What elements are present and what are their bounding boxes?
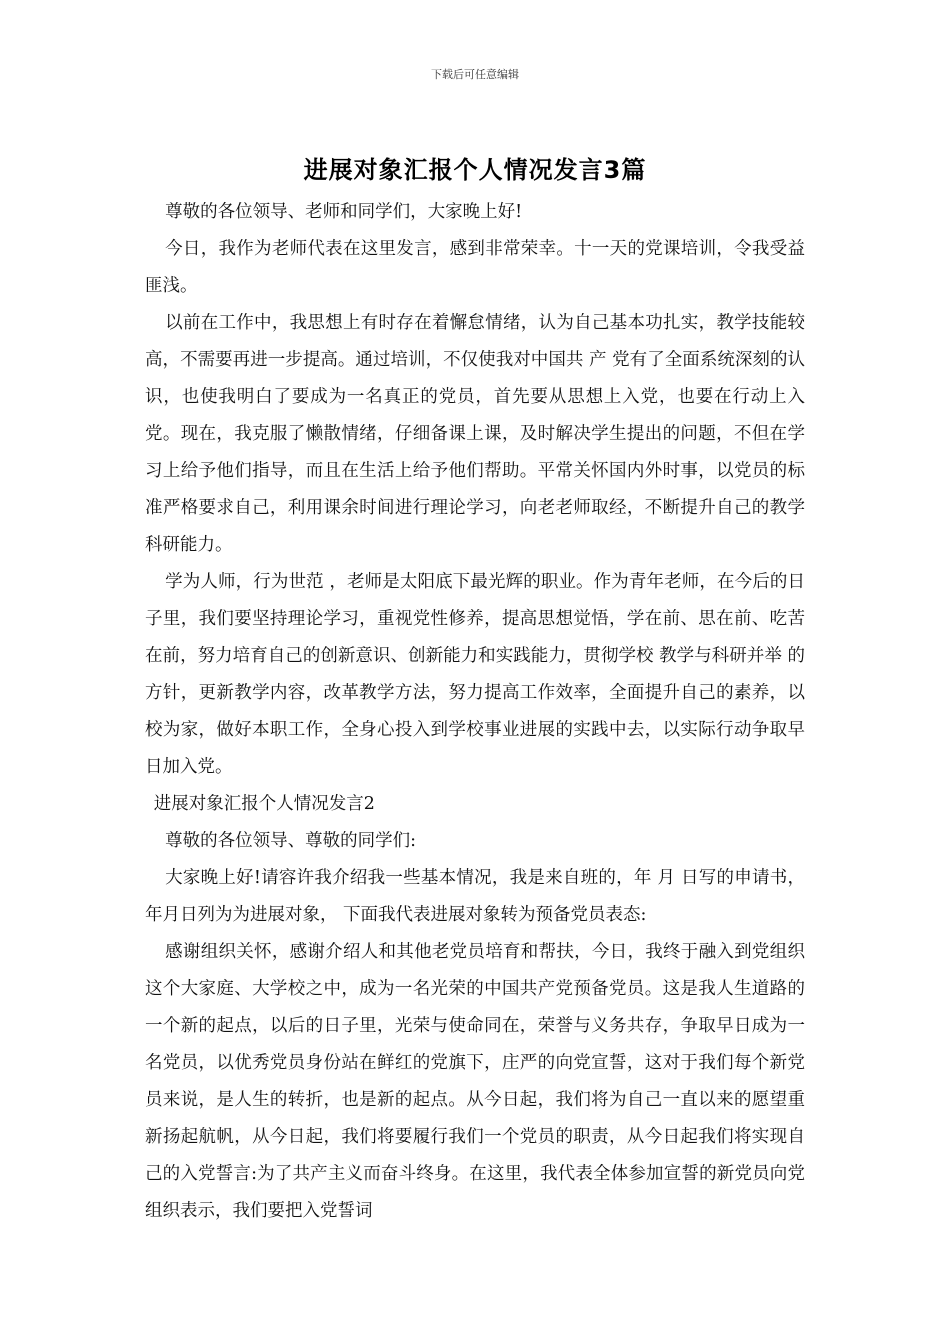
paragraph-greeting-2: 尊敬的各位领导、尊敬的同学们: — [165, 831, 417, 851]
paragraph-reflection: 以前在工作中，我思想上有时存在着懈怠情绪，认为自己基本功扎实，教学技能较高，不需要再进一步提高。通过培训，不仅使我对中国共 产 党有了全面系统深刻的认识，也使我明白了要成为一名真正的党员，首先要从思想上入党，也要在行动上入党。现在，我克服了懒散情绪，仔细备课上课，及时解决学生提出的问题，不但在学习上给予他们指导，而且在生活上给予他们帮助。平常关怀国内外时事，以党员的标准严格要求自己，利用课余时间进行理论学习，向老老师取经，不断提升自己的教学科研能力。 — [145, 313, 805, 555]
document-body — [145, 194, 805, 1230]
paragraph-gratitude: 感谢组织关怀，感谢介绍人和其他老党员培育和帮扶，今日，我终于融入到党组织这个大家庭、大学校之中，成为一名光荣的中国共产党预备党员。这是我人生道路的一个新的起点，以后的日子里，光荣与使命同在，荣誉与义务共存，争取早日成为一名党员，以优秀党员身份站在鲜红的党旗下，庄严的向党宣誓，这对于我们每个新党员来说，是人生的转折，也是新的起点。从今日起，我们将为自己一直以来的愿望重新扬起航帆，从今日起，我们将要履行我们一个党员的职责，从今日起我们将实现自己的入党誓言:为了共产主义而奋斗终身。在这里，我代表全体参加宣誓的新党员向党组织表示，我们要把入党誓词 — [145, 942, 805, 1221]
section-heading-2: 进展对象汇报个人情况发言2 — [153, 794, 375, 814]
paragraph-self-intro: 大家晚上好!请容许我介绍我一些基本情况，我是来自班的，年 月 日写的申请书， 年月日列为为进展对象， 下面我代表进展对象转为预备党员表态: — [145, 868, 805, 925]
paragraph-intro: 今日，我作为老师代表在这里发言，感到非常荣幸。十一天的党课培训，令我受益匪浅。 — [145, 239, 805, 296]
paragraph-commitment: 学为人师，行为世范 ，老师是太阳底下最光辉的职业。作为青年老师，在今后的日子里，我们要坚持理论学习，重视党性修养，提高思想觉悟，学在前、思在前、吃苦在前，努力培育自己的创新意识、创新能力和实践能力，贯彻学校 教学与科研并举 的方针，更新教学内容，改革教学方法，努力提高工作效率，全面提升自己的素养，以校为家，做好本职工作，全身心投入到学校事业进展的实践中去，以实际行动争取早日加入党。 — [145, 572, 805, 777]
document-title: 进展对象汇报个人情况发言3篇 — [303, 156, 647, 184]
paragraph-greeting: 尊敬的各位领导、老师和同学们，大家晚上好! — [165, 202, 523, 222]
header-note: 下载后可任意编辑 — [431, 68, 519, 81]
